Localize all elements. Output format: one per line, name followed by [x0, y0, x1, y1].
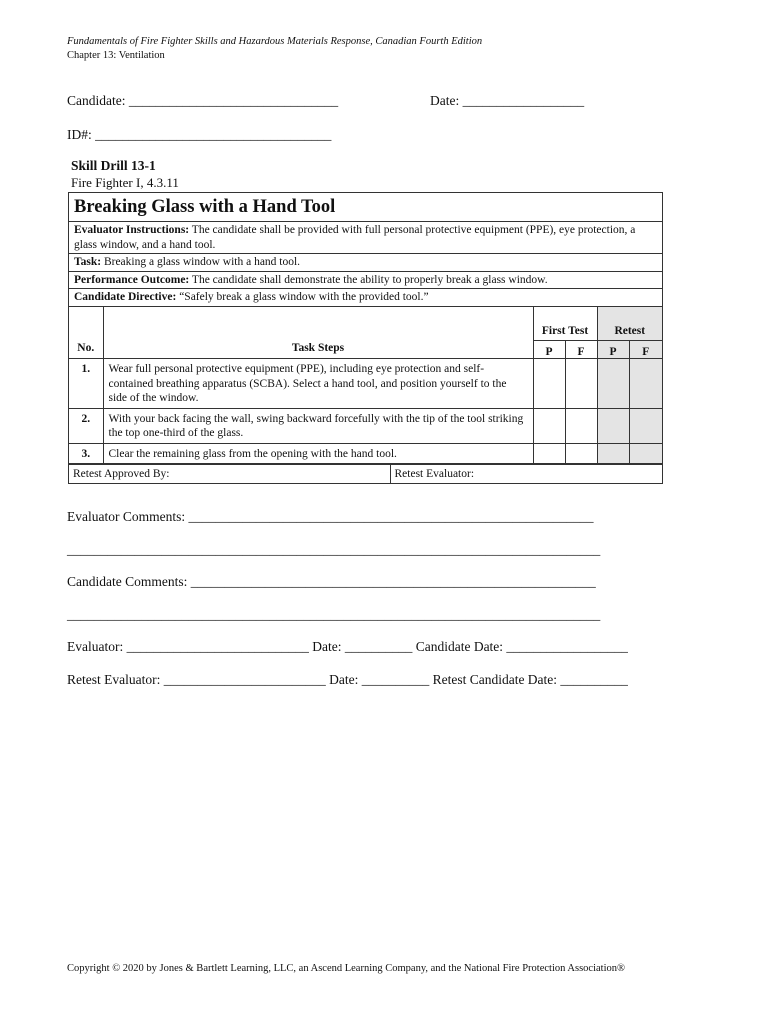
retest-fail-cell[interactable]: [629, 408, 662, 443]
first-test-fail-cell[interactable]: [565, 408, 597, 443]
retest-pass-cell[interactable]: [597, 359, 629, 409]
col-no-header: No.: [69, 307, 103, 359]
performance-outcome-text: The candidate shall demonstrate the ability to properly break a glass window.: [189, 273, 548, 286]
step-text: Clear the remaining glass from the opening with the hand tool.: [103, 443, 533, 464]
copyright-footer: Copyright © 2020 by Jones & Bartlett Learning, LLC, an Ascend Learning Company, and the National Fire Protection Association®: [67, 963, 625, 974]
step-number: 1.: [69, 359, 103, 409]
table-row: [69, 408, 662, 443]
evaluator-comments-line[interactable]: _______________________________________________________________________________: [67, 542, 601, 557]
first-test-fail-cell[interactable]: [565, 359, 597, 409]
task-label: Task:: [74, 256, 102, 268]
step-text: Wear full personal protective equipment (PPE), including eye protection and self-contained breathing apparatus (SCBA). Select a hand tool, and position yourself to the side of the window.: [103, 359, 533, 409]
id-field[interactable]: ID#: ___________________________________: [67, 127, 332, 142]
evaluator-instructions-text: The candidate shall be provided with full personal protective equipment (PPE), eye protection, a glass window, and a hand tool.: [74, 224, 636, 251]
retest-approved-field[interactable]: Retest Approved By:: [69, 465, 390, 484]
step-number: 3.: [69, 443, 103, 464]
first-test-pass-cell[interactable]: [533, 408, 565, 443]
first-test-pass-cell[interactable]: [533, 359, 565, 409]
first-test-header: First Test: [533, 307, 597, 341]
retest-signoff[interactable]: Retest Evaluator: ________________________ Date: __________ Retest Candidate Date: __________: [67, 672, 628, 687]
retest-header: Retest: [597, 307, 662, 341]
task-steps-table: [69, 307, 662, 465]
skill-drill-title: Skill Drill 13-1: [71, 158, 156, 173]
retest-fail-header: F: [629, 341, 662, 359]
chapter-label: Chapter 13: Ventilation: [67, 50, 165, 61]
skill-drill-subtitle: Fire Fighter I, 4.3.11: [71, 175, 179, 190]
candidate-comments-line[interactable]: _______________________________________________________________________________: [67, 607, 601, 622]
first-test-fail-cell[interactable]: [565, 443, 597, 464]
retest-pass-header: P: [597, 341, 629, 359]
task-row: [69, 254, 662, 272]
retest-fail-cell[interactable]: [629, 443, 662, 464]
first-test-fail-header: F: [565, 341, 597, 359]
candidate-field[interactable]: Candidate: _______________________________: [67, 93, 339, 108]
evaluator-instructions-label: Evaluator Instructions:: [74, 224, 190, 236]
retest-fail-cell[interactable]: [629, 359, 662, 409]
skill-heading: Breaking Glass with a Hand Tool: [69, 193, 662, 222]
evaluator-signoff[interactable]: Evaluator: ___________________________ Date: __________ Candidate Date: __________________: [67, 639, 628, 654]
table-row: [69, 359, 662, 409]
first-test-pass-header: P: [533, 341, 565, 359]
retest-pass-cell[interactable]: [597, 443, 629, 464]
step-text: With your back facing the wall, swing backward forcefully with the tip of the tool striking the top one-third of the glass.: [103, 408, 533, 443]
date-field[interactable]: Date: __________________: [430, 93, 585, 108]
retest-evaluator-field[interactable]: Retest Evaluator:: [390, 465, 662, 484]
candidate-directive-text: “Safely break a glass window with the provided tool.”: [176, 291, 429, 303]
first-test-pass-cell[interactable]: [533, 443, 565, 464]
candidate-comments-field[interactable]: Candidate Comments: ____________________________________________________________: [67, 574, 596, 589]
task-text: Breaking a glass window with a hand tool.: [101, 256, 301, 268]
book-title: Fundamentals of Fire Fighter Skills and Hazardous Materials Response, Canadian Fourth Edition: [67, 36, 483, 47]
retest-pass-cell[interactable]: [597, 408, 629, 443]
step-number: 2.: [69, 408, 103, 443]
evaluator-comments-field[interactable]: Evaluator Comments: ____________________________________________________________: [67, 509, 594, 524]
evaluator-instructions: [69, 222, 662, 254]
skill-sheet: [68, 192, 663, 484]
performance-outcome-label: Performance Outcome:: [74, 273, 190, 286]
candidate-directive: [69, 289, 662, 307]
retest-footer: [69, 464, 662, 483]
table-row: [69, 443, 662, 464]
col-task-header: Task Steps: [103, 307, 533, 359]
performance-outcome: [69, 272, 662, 290]
candidate-directive-label: Candidate Directive:: [74, 291, 177, 303]
